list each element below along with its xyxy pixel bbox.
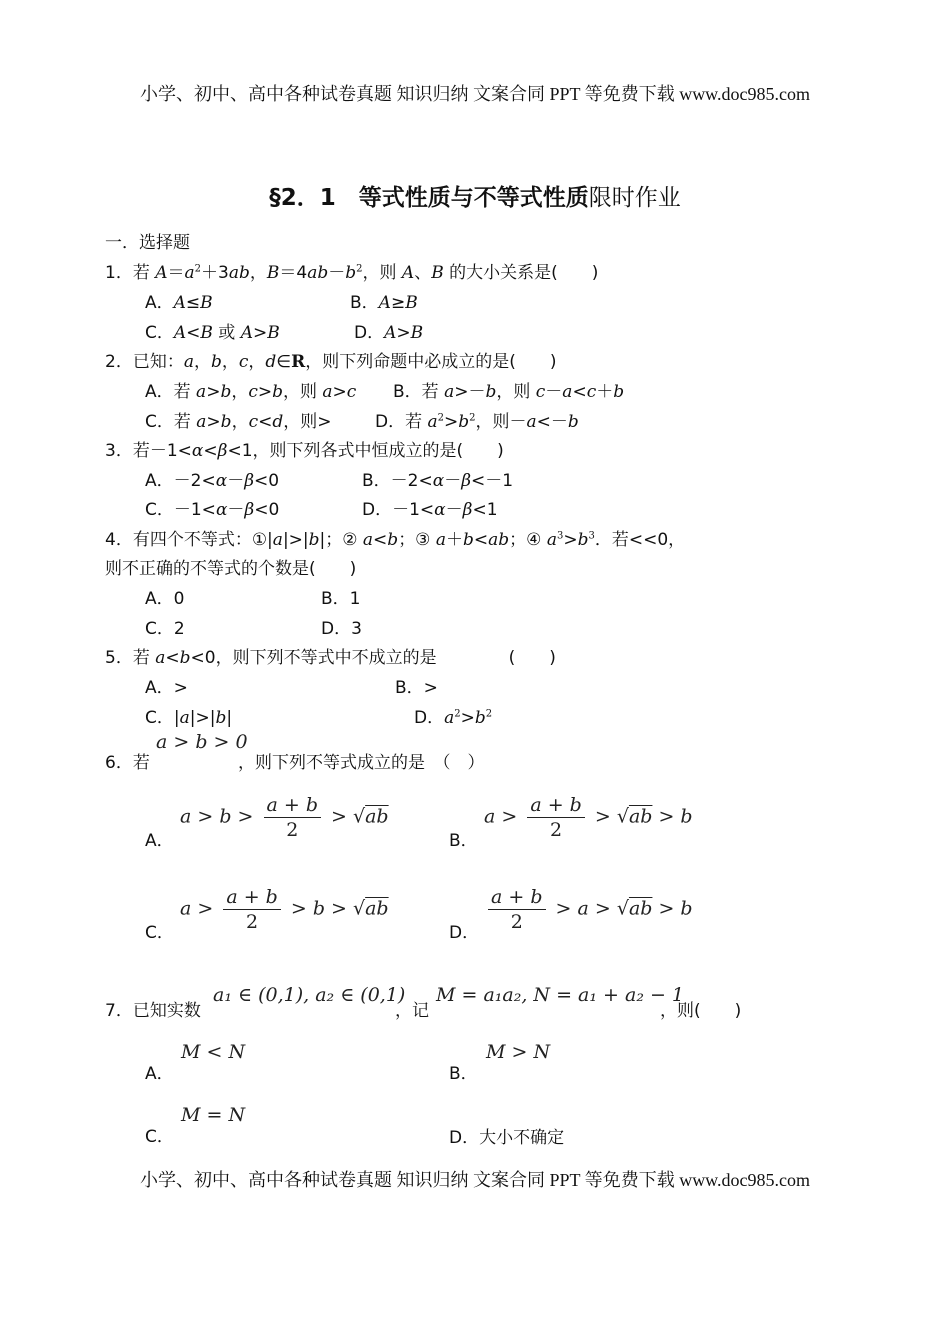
q7-option-d-text: 大小不确定 xyxy=(479,1128,565,1148)
q6-condition: a > b > 0 xyxy=(156,731,248,753)
q5-option-c[interactable]: C．|a|>|b| xyxy=(145,708,233,728)
q7-option-c: M = N xyxy=(181,1104,246,1126)
q3-option-a[interactable]: A．－2<α－β<0 xyxy=(145,471,280,491)
question-6: 6．若 xyxy=(105,753,150,773)
q2-option-c[interactable]: C．若 a>b，c<d，则> xyxy=(145,412,332,432)
question-7: 7．已知实数 xyxy=(105,1001,201,1021)
q2-option-b[interactable]: B．若 a>－b，则 c－a<c＋b xyxy=(393,382,625,402)
q2-option-d[interactable]: D．若 $a^2>b^2$，则－a<－b xyxy=(375,412,579,432)
q6-option-c-formula: a > $\frac{a + b}{2}$ > b > √ab xyxy=(180,886,389,933)
title-suffix: 限时作业 xyxy=(588,185,681,211)
q3-option-d[interactable]: D．－1<α－β<1 xyxy=(362,500,498,520)
q1-option-d[interactable]: D．A>B xyxy=(354,323,424,343)
section-heading: 一．选择题 xyxy=(105,233,190,253)
q4-option-b[interactable]: B．1 xyxy=(321,589,361,609)
question-4: 4．有四个不等式：①|a|>|b|；② a<b；③ a＋b<ab；④ $a^3>b^3$．若<<0， xyxy=(105,530,686,550)
q5-option-d[interactable]: D．$a^2>b^2$ xyxy=(414,708,493,728)
q6-option-d-label[interactable]: D． xyxy=(449,923,480,943)
q4-option-c[interactable]: C．2 xyxy=(145,619,185,639)
q7-option-d[interactable]: D．大小不确定 xyxy=(449,1128,565,1148)
q6-option-b-label[interactable]: B． xyxy=(449,831,478,851)
q4-option-a[interactable]: A．0 xyxy=(145,589,185,609)
q5-option-a[interactable]: A．> xyxy=(145,678,188,698)
q7-option-a-label[interactable]: A． xyxy=(145,1064,174,1084)
question-3: 3．若－1<α<β<1，则下列各式中恒成立的是( ) xyxy=(105,441,504,461)
q7-option-a: M < N xyxy=(181,1041,246,1063)
q1-option-c[interactable]: C．A<B 或 A>B xyxy=(145,323,280,343)
q7-post: ，则( ) xyxy=(660,1001,742,1021)
q5-option-b[interactable]: B．> xyxy=(395,678,438,698)
question-2: 2．已知：a，b，c，d∈R，则下列命题中必成立的是( ) xyxy=(105,352,557,372)
q7-option-b: M > N xyxy=(486,1041,551,1063)
question-5: 5．若 a<b<0，则下列不等式中不成立的是 ( ) xyxy=(105,648,556,668)
q7-option-c-label[interactable]: C． xyxy=(145,1127,174,1147)
q3-option-b[interactable]: B．－2<α－β<－1 xyxy=(362,471,514,491)
q6-option-d-formula: $\frac{a + b}{2}$ > a > √ab > b xyxy=(484,886,693,933)
question-1: 1．若 $A=a^2+3ab$，$B=4ab-b^2$，则 A、B 的大小关系是( ) xyxy=(105,263,599,283)
question-4-line2: 则不正确的不等式的个数是( ) xyxy=(105,559,357,579)
q6-option-a-formula: a > b > $\frac{a + b}{2}$ > √ab xyxy=(180,794,389,841)
q1-option-b[interactable]: B．A≥B xyxy=(350,293,418,313)
q7-definition: M = a₁a₂, N = a₁ + a₂ − 1 xyxy=(436,984,685,1006)
q3-option-c[interactable]: C．－1<α－β<0 xyxy=(145,500,280,520)
q7-condition: a₁ ∈ (0,1), a₂ ∈ (0,1) xyxy=(213,984,406,1006)
q4-option-d[interactable]: D．3 xyxy=(321,619,362,639)
q7-option-b-label[interactable]: B． xyxy=(449,1064,478,1084)
q6-stem: ，则下列不等式成立的是 （ ） xyxy=(238,753,485,773)
q2-option-a[interactable]: A．若 a>b，c>b，则 a>c xyxy=(145,382,357,402)
title-main: §2．1 等式性质与不等式性质 xyxy=(269,185,589,211)
page-header: 小学、初中、高中各种试卷真题 知识归纳 文案合同 PPT 等免费下载 www.doc985.com xyxy=(140,84,810,104)
q6-option-b-formula: a > $\frac{a + b}{2}$ > √ab > b xyxy=(484,794,693,841)
page-footer: 小学、初中、高中各种试卷真题 知识归纳 文案合同 PPT 等免费下载 www.doc985.com xyxy=(140,1170,810,1190)
q7-mid: ，记 xyxy=(395,1001,429,1021)
q1-option-a[interactable]: A．A≤B xyxy=(145,293,213,313)
q6-option-a-label[interactable]: A． xyxy=(145,831,174,851)
page-title xyxy=(0,179,950,212)
q6-option-c-label[interactable]: C． xyxy=(145,923,174,943)
